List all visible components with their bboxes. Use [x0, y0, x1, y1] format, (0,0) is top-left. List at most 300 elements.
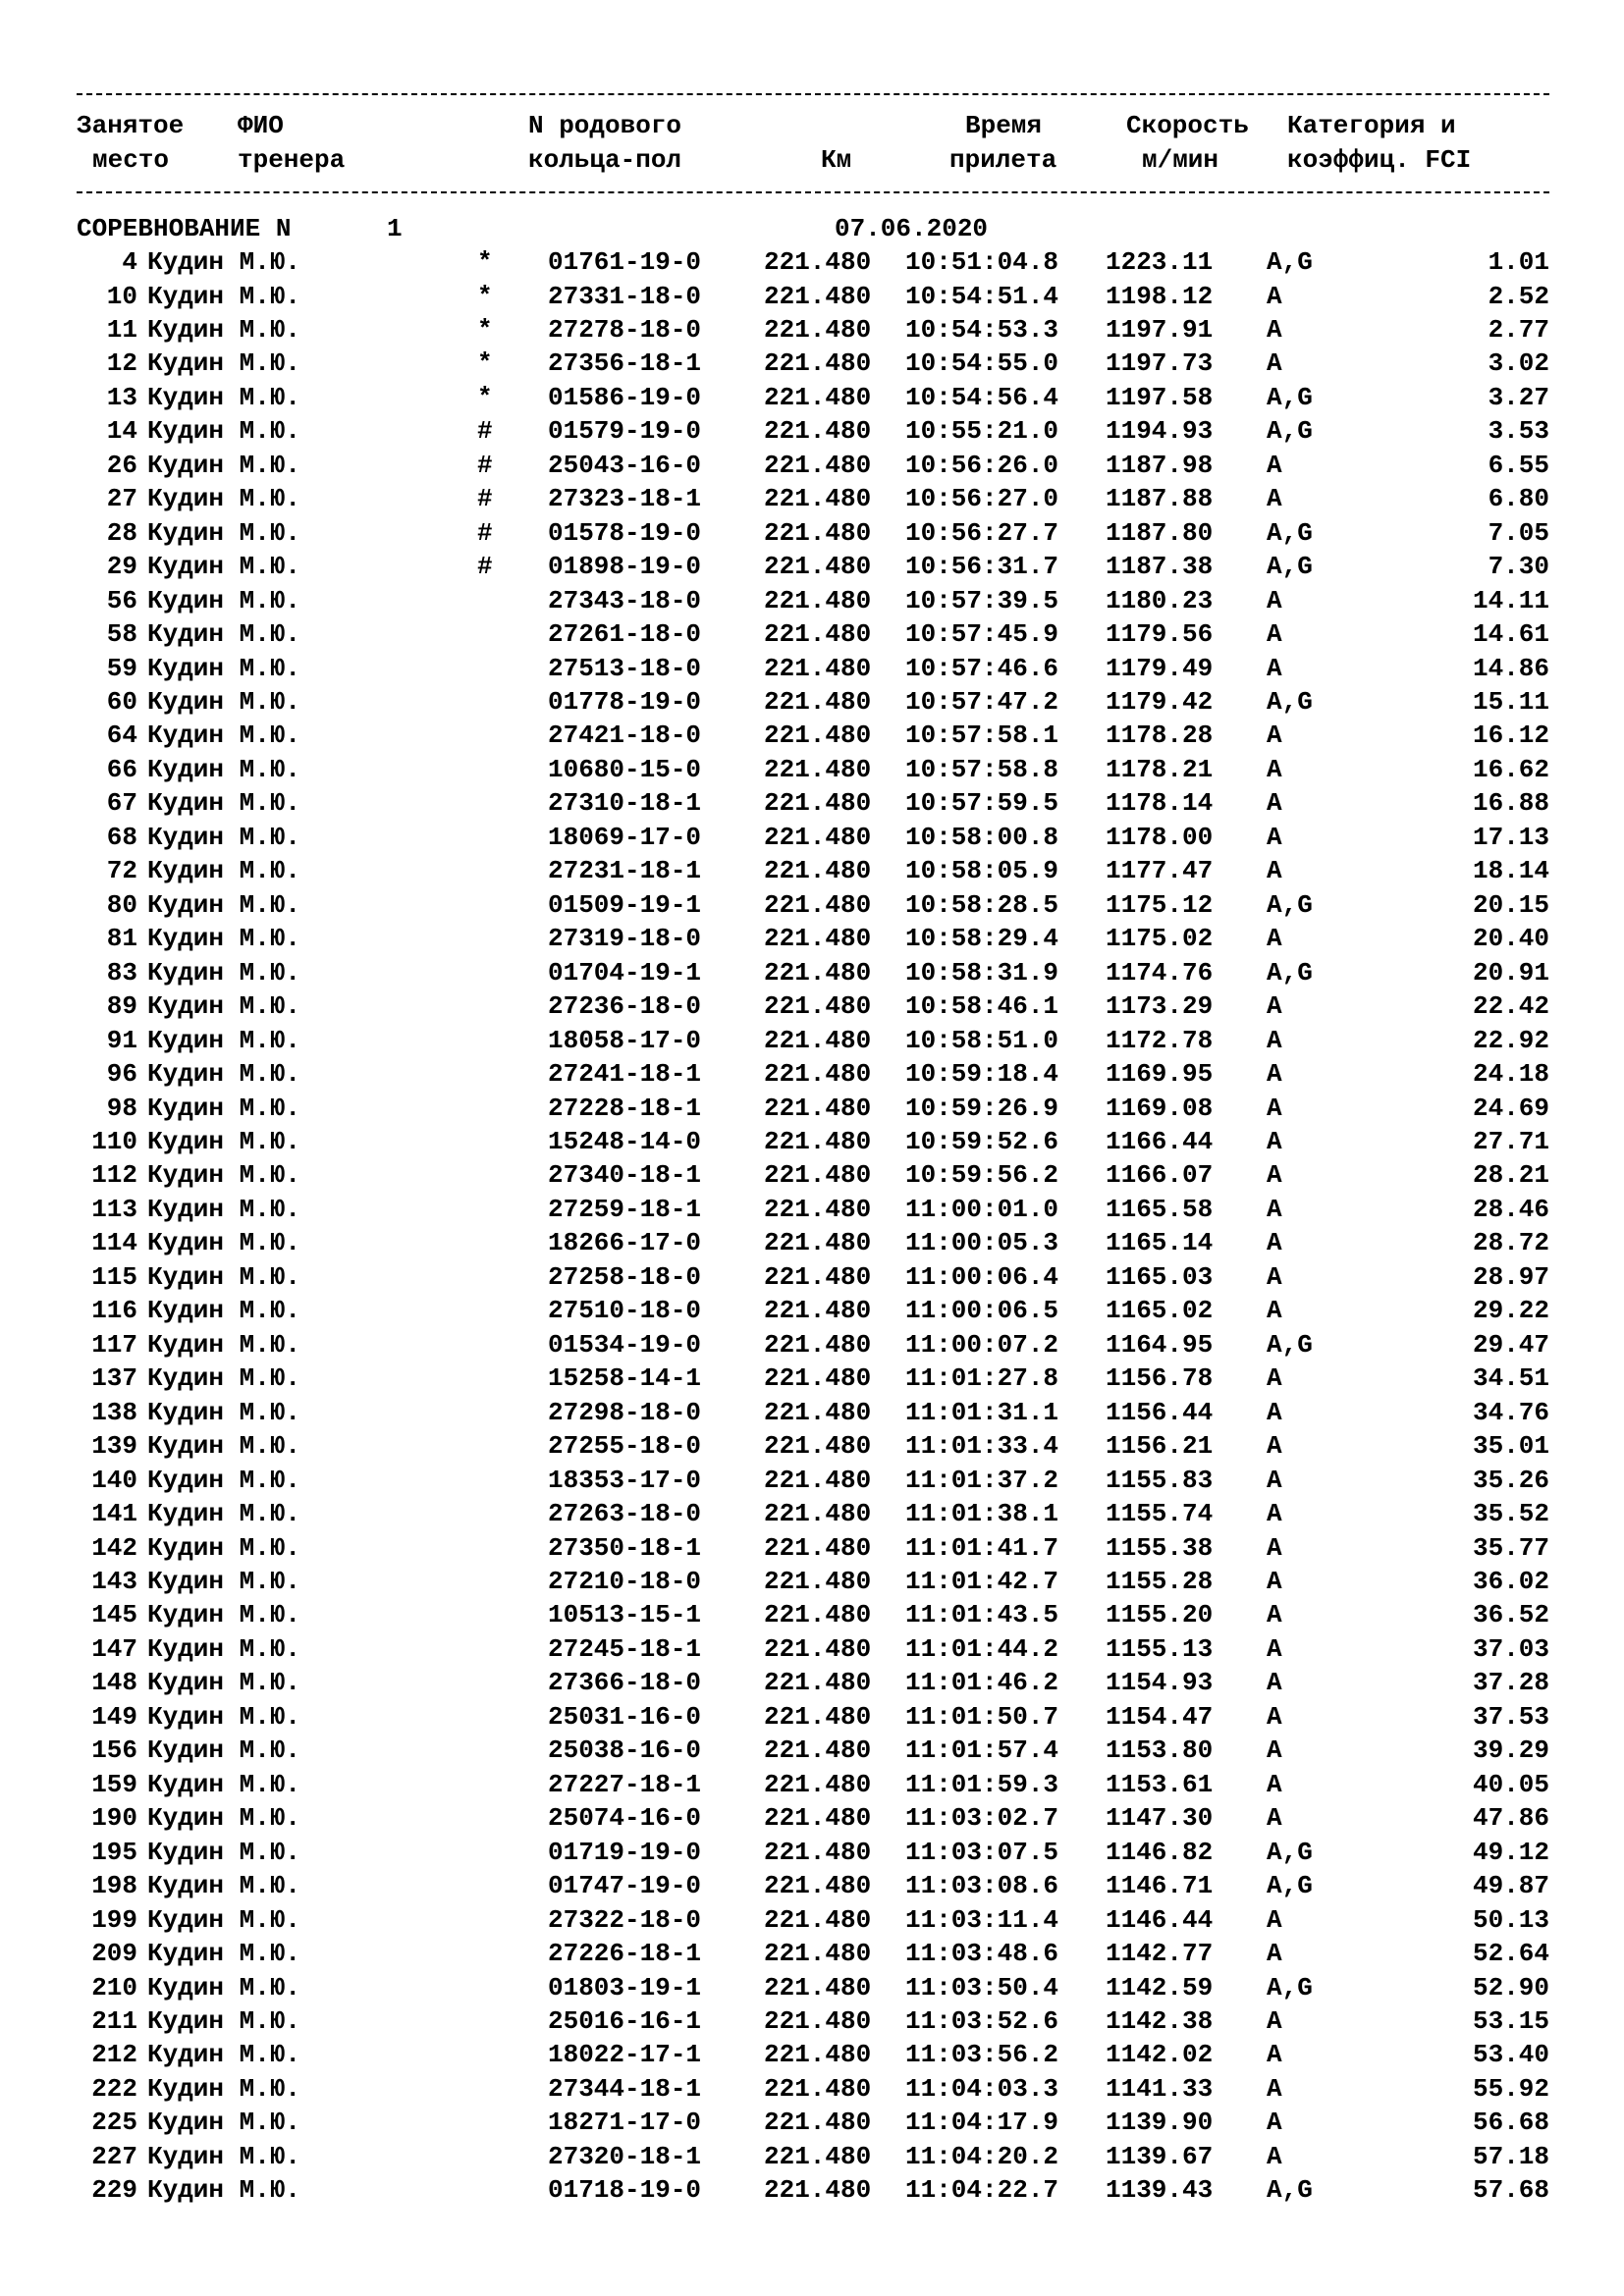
km-cell: 221.480 [764, 2073, 872, 2104]
place-cell: 64 [106, 721, 137, 751]
speed-cell: 1155.74 [1106, 1499, 1214, 1528]
trainer-cell: Кудин М.Ю. [147, 348, 301, 379]
category-cell: A [1267, 1363, 1282, 1394]
trainer-cell: Кудин М.Ю. [147, 1735, 301, 1766]
km-cell: 221.480 [764, 687, 872, 717]
table-row [77, 1160, 1549, 1190]
coef-cell: 52.90 [1472, 1972, 1549, 2002]
km-cell: 221.480 [764, 1093, 872, 1123]
trainer-cell: Кудин М.Ю. [147, 1532, 301, 1563]
coef-cell: 50.13 [1472, 1904, 1549, 1935]
category-cell: A [1267, 754, 1282, 784]
km-cell: 221.480 [764, 247, 872, 277]
trainer-cell: Кудин М.Ю. [147, 1160, 301, 1191]
time-cell: 11:00:05.3 [905, 1228, 1059, 1258]
ring-cell: 27228-18-1 [548, 1093, 702, 1123]
ring-cell: 01761-19-0 [548, 247, 702, 277]
ring-cell: 01719-19-0 [548, 1837, 702, 1867]
table-row [77, 823, 1549, 852]
km-cell: 221.480 [764, 1600, 872, 1630]
ring-cell: 15258-14-1 [548, 1363, 702, 1394]
speed-cell: 1155.13 [1106, 1633, 1214, 1664]
place-cell: 116 [91, 1296, 137, 1326]
trainer-cell: Кудин М.Ю. [147, 889, 301, 920]
trainer-cell: Кудин М.Ю. [147, 1769, 301, 1799]
coef-cell: 20.15 [1472, 889, 1549, 920]
header-time-line2: прилета [949, 145, 1057, 175]
trainer-cell: Кудин М.Ю. [147, 1228, 301, 1258]
place-cell: 14 [106, 416, 137, 447]
trainer-cell: Кудин М.Ю. [147, 484, 301, 514]
ring-cell: 27320-18-1 [548, 2141, 702, 2171]
trainer-cell: Кудин М.Ю. [147, 2073, 301, 2104]
speed-cell: 1156.78 [1106, 1363, 1214, 1394]
table-row [77, 721, 1549, 750]
trainer-cell: Кудин М.Ю. [147, 1025, 301, 1055]
ring-cell: 18266-17-0 [548, 1228, 702, 1258]
place-cell: 142 [91, 1532, 137, 1563]
speed-cell: 1198.12 [1106, 281, 1214, 311]
header-place-line2: место [92, 145, 170, 175]
place-cell: 112 [91, 1160, 137, 1191]
speed-cell: 1153.61 [1106, 1769, 1214, 1799]
coef-cell: 24.69 [1472, 1093, 1549, 1123]
coef-cell: 16.62 [1472, 754, 1549, 784]
km-cell: 221.480 [764, 382, 872, 412]
speed-cell: 1178.28 [1106, 721, 1214, 751]
coef-cell: 2.77 [1488, 314, 1549, 345]
table-row [77, 619, 1549, 649]
trainer-cell: Кудин М.Ю. [147, 653, 301, 683]
ring-cell: 27261-18-0 [548, 619, 702, 650]
table-row [77, 383, 1549, 412]
speed-cell: 1165.14 [1106, 1228, 1214, 1258]
category-cell: A [1267, 1600, 1282, 1630]
table-row [77, 1026, 1549, 1055]
speed-cell: 1178.14 [1106, 788, 1214, 819]
coef-cell: 35.77 [1472, 1532, 1549, 1563]
trainer-cell: Кудин М.Ю. [147, 924, 301, 954]
place-cell: 210 [91, 1972, 137, 2002]
table-row [77, 1668, 1549, 1697]
time-cell: 11:04:20.2 [905, 2141, 1059, 2171]
km-cell: 221.480 [764, 1025, 872, 1055]
coef-cell: 28.97 [1472, 1261, 1549, 1292]
place-cell: 67 [106, 788, 137, 819]
ring-cell: 27510-18-0 [548, 1296, 702, 1326]
speed-cell: 1197.58 [1106, 382, 1214, 412]
ring-cell: 27356-18-1 [548, 348, 702, 379]
ring-cell: 01509-19-1 [548, 889, 702, 920]
coef-cell: 3.27 [1488, 382, 1549, 412]
time-cell: 10:51:04.8 [905, 247, 1059, 277]
speed-cell: 1178.00 [1106, 822, 1214, 852]
ring-cell: 15248-14-0 [548, 1127, 702, 1156]
km-cell: 221.480 [764, 1701, 872, 1732]
speed-cell: 1146.44 [1106, 1904, 1214, 1935]
time-cell: 11:03:52.6 [905, 2005, 1059, 2036]
ring-cell: 27366-18-0 [548, 1668, 702, 1698]
time-cell: 10:57:58.1 [905, 721, 1059, 751]
coef-cell: 2.52 [1488, 281, 1549, 311]
category-cell: A [1267, 348, 1282, 379]
trainer-cell: Кудин М.Ю. [147, 2005, 301, 2036]
place-cell: 147 [91, 1633, 137, 1664]
km-cell: 221.480 [764, 2175, 872, 2206]
table-row [77, 586, 1549, 615]
speed-cell: 1146.82 [1106, 1837, 1214, 1867]
ring-cell: 27310-18-1 [548, 788, 702, 819]
category-cell: A,G [1267, 687, 1313, 717]
trainer-cell: Кудин М.Ю. [147, 247, 301, 277]
km-cell: 221.480 [764, 1633, 872, 1664]
time-cell: 11:01:59.3 [905, 1769, 1059, 1799]
km-cell: 221.480 [764, 281, 872, 311]
category-cell: A [1267, 788, 1282, 819]
place-cell: 190 [91, 1803, 137, 1834]
km-cell: 221.480 [764, 991, 872, 1022]
coef-cell: 29.47 [1472, 1329, 1549, 1360]
km-cell: 221.480 [764, 856, 872, 886]
ring-cell: 27278-18-0 [548, 314, 702, 345]
header-speed-line1: Скорость [1126, 111, 1249, 140]
time-cell: 10:58:00.8 [905, 822, 1059, 852]
header-ring-line2: кольца-пол [528, 145, 682, 175]
trainer-cell: Кудин М.Ю. [147, 991, 301, 1022]
km-cell: 221.480 [764, 1160, 872, 1191]
ring-cell: 01579-19-0 [548, 416, 702, 447]
top-rule [77, 93, 1549, 95]
place-cell: 114 [91, 1228, 137, 1258]
category-cell: A [1267, 822, 1282, 852]
coef-cell: 49.12 [1472, 1837, 1549, 1867]
place-cell: 148 [91, 1668, 137, 1698]
speed-cell: 1175.02 [1106, 924, 1214, 954]
coef-cell: 22.92 [1472, 1025, 1549, 1055]
table-row [77, 1871, 1549, 1900]
speed-cell: 1146.71 [1106, 1871, 1214, 1901]
ring-cell: 27226-18-1 [548, 1939, 702, 1968]
speed-cell: 1223.11 [1106, 247, 1214, 277]
mark-cell: # [477, 517, 493, 548]
table-row [77, 1803, 1549, 1833]
speed-cell: 1179.49 [1106, 653, 1214, 683]
time-cell: 11:03:07.5 [905, 1837, 1059, 1867]
ring-cell: 25031-16-0 [548, 1701, 702, 1732]
ring-cell: 18069-17-0 [548, 822, 702, 852]
ring-cell: 18271-17-0 [548, 2108, 702, 2138]
trainer-cell: Кудин М.Ю. [147, 450, 301, 480]
coef-cell: 37.03 [1472, 1633, 1549, 1664]
ring-cell: 27231-18-1 [548, 856, 702, 886]
time-cell: 10:54:53.3 [905, 314, 1059, 345]
trainer-cell: Кудин М.Ю. [147, 382, 301, 412]
coef-cell: 39.29 [1472, 1735, 1549, 1766]
place-cell: 211 [91, 2005, 137, 2036]
speed-cell: 1166.07 [1106, 1160, 1214, 1191]
category-cell: A [1267, 1397, 1282, 1427]
trainer-cell: Кудин М.Ю. [147, 1566, 301, 1596]
trainer-cell: Кудин М.Ю. [147, 1329, 301, 1360]
category-cell: A [1267, 1668, 1282, 1698]
coef-cell: 7.05 [1488, 517, 1549, 548]
category-cell: A,G [1267, 552, 1313, 582]
km-cell: 221.480 [764, 517, 872, 548]
table-row [77, 788, 1549, 818]
category-cell: A,G [1267, 1329, 1313, 1360]
table-row [77, 1059, 1549, 1089]
speed-cell: 1139.90 [1106, 2108, 1214, 2138]
table-row [77, 2006, 1549, 2036]
place-cell: 149 [91, 1701, 137, 1732]
km-cell: 221.480 [764, 1127, 872, 1156]
table-row [77, 1702, 1549, 1732]
category-cell: A,G [1267, 1837, 1313, 1867]
table-row [77, 1634, 1549, 1664]
ring-cell: 18058-17-0 [548, 1025, 702, 1055]
time-cell: 11:01:46.2 [905, 1668, 1059, 1698]
place-cell: 11 [106, 314, 137, 345]
category-cell: A [1267, 924, 1282, 954]
table-row [77, 282, 1549, 311]
category-cell: A [1267, 856, 1282, 886]
mark-cell: * [477, 382, 493, 412]
table-row [77, 1228, 1549, 1257]
ring-cell: 27259-18-1 [548, 1194, 702, 1224]
time-cell: 10:57:59.5 [905, 788, 1059, 819]
category-cell: A [1267, 1532, 1282, 1563]
speed-cell: 1139.67 [1106, 2141, 1214, 2171]
speed-cell: 1169.08 [1106, 1093, 1214, 1123]
speed-cell: 1147.30 [1106, 1803, 1214, 1834]
speed-cell: 1142.38 [1106, 2005, 1214, 2036]
table-row [77, 1838, 1549, 1867]
place-cell: 60 [106, 687, 137, 717]
time-cell: 10:54:51.4 [905, 281, 1059, 311]
place-cell: 143 [91, 1566, 137, 1596]
km-cell: 221.480 [764, 1904, 872, 1935]
place-cell: 68 [106, 822, 137, 852]
speed-cell: 1187.38 [1106, 552, 1214, 582]
table-row [77, 1567, 1549, 1596]
km-cell: 221.480 [764, 1329, 872, 1360]
km-cell: 221.480 [764, 1735, 872, 1766]
table-row [77, 484, 1549, 513]
time-cell: 11:00:06.4 [905, 1261, 1059, 1292]
place-cell: 58 [106, 619, 137, 650]
trainer-cell: Кудин М.Ю. [147, 754, 301, 784]
table-row [77, 1262, 1549, 1292]
time-cell: 11:04:22.7 [905, 2175, 1059, 2206]
table-row [77, 1296, 1549, 1325]
table-row [77, 687, 1549, 717]
coef-cell: 3.53 [1488, 416, 1549, 447]
coef-cell: 20.91 [1472, 957, 1549, 988]
speed-cell: 1179.42 [1106, 687, 1214, 717]
trainer-cell: Кудин М.Ю. [147, 314, 301, 345]
trainer-cell: Кудин М.Ю. [147, 1904, 301, 1935]
header-time-line1: Время [965, 111, 1043, 140]
place-cell: 141 [91, 1499, 137, 1528]
speed-cell: 1154.47 [1106, 1701, 1214, 1732]
place-cell: 227 [91, 2141, 137, 2171]
km-cell: 221.480 [764, 721, 872, 751]
coef-cell: 1.01 [1488, 247, 1549, 277]
trainer-cell: Кудин М.Ю. [147, 2108, 301, 2138]
category-cell: A [1267, 450, 1282, 480]
place-cell: 26 [106, 450, 137, 480]
km-cell: 221.480 [764, 1668, 872, 1698]
coef-cell: 14.11 [1472, 585, 1549, 615]
coef-cell: 15.11 [1472, 687, 1549, 717]
time-cell: 10:58:51.0 [905, 1025, 1059, 1055]
speed-cell: 1175.12 [1106, 889, 1214, 920]
header-speed-line2: м/мин [1142, 145, 1219, 175]
table-row [77, 991, 1549, 1021]
coef-cell: 34.51 [1472, 1363, 1549, 1394]
category-cell: A [1267, 281, 1282, 311]
km-cell: 221.480 [764, 2108, 872, 2138]
coef-cell: 16.88 [1472, 788, 1549, 819]
speed-cell: 1166.44 [1106, 1127, 1214, 1156]
mark-cell: * [477, 281, 493, 311]
category-cell: A [1267, 653, 1282, 683]
coef-cell: 18.14 [1472, 856, 1549, 886]
km-cell: 221.480 [764, 1397, 872, 1427]
speed-cell: 1178.21 [1106, 754, 1214, 784]
category-cell: A [1267, 2108, 1282, 2138]
table-row [77, 1466, 1549, 1495]
category-cell: A,G [1267, 2175, 1313, 2206]
km-cell: 221.480 [764, 924, 872, 954]
speed-cell: 1142.02 [1106, 2040, 1214, 2070]
place-cell: 209 [91, 1939, 137, 1968]
trainer-cell: Кудин М.Ю. [147, 1431, 301, 1462]
table-row [77, 1770, 1549, 1799]
category-cell: A [1267, 1769, 1282, 1799]
trainer-cell: Кудин М.Ю. [147, 721, 301, 751]
place-cell: 12 [106, 348, 137, 379]
table-row [77, 552, 1549, 581]
speed-cell: 1155.83 [1106, 1465, 1214, 1495]
trainer-cell: Кудин М.Ю. [147, 1127, 301, 1156]
table-row [77, 2175, 1549, 2205]
speed-cell: 1187.98 [1106, 450, 1214, 480]
place-cell: 59 [106, 653, 137, 683]
speed-cell: 1169.95 [1106, 1059, 1214, 1089]
time-cell: 11:01:31.1 [905, 1397, 1059, 1427]
category-cell: A [1267, 1701, 1282, 1732]
time-cell: 10:55:21.0 [905, 416, 1059, 447]
category-cell: A [1267, 1160, 1282, 1191]
place-cell: 80 [106, 889, 137, 920]
coef-cell: 57.68 [1472, 2175, 1549, 2206]
speed-cell: 1197.91 [1106, 314, 1214, 345]
category-cell: A [1267, 991, 1282, 1022]
coef-cell: 34.76 [1472, 1397, 1549, 1427]
place-cell: 113 [91, 1194, 137, 1224]
km-cell: 221.480 [764, 822, 872, 852]
coef-cell: 3.02 [1488, 348, 1549, 379]
mark-cell: * [477, 314, 493, 345]
table-row [77, 1735, 1549, 1765]
table-row [77, 2108, 1549, 2137]
time-cell: 10:58:05.9 [905, 856, 1059, 886]
category-cell: A,G [1267, 1871, 1313, 1901]
category-cell: A [1267, 484, 1282, 514]
category-cell: A [1267, 1465, 1282, 1495]
competition-label: СОРЕВНОВАНИЕ N [77, 214, 292, 243]
km-cell: 221.480 [764, 2040, 872, 2070]
table-row [77, 1905, 1549, 1935]
category-cell: A [1267, 721, 1282, 751]
mark-cell: # [477, 484, 493, 514]
time-cell: 10:58:28.5 [905, 889, 1059, 920]
place-cell: 199 [91, 1904, 137, 1935]
ring-cell: 27263-18-0 [548, 1499, 702, 1528]
ring-cell: 27210-18-0 [548, 1566, 702, 1596]
ring-cell: 27343-18-0 [548, 585, 702, 615]
speed-cell: 1155.28 [1106, 1566, 1214, 1596]
ring-cell: 27322-18-0 [548, 1904, 702, 1935]
trainer-cell: Кудин М.Ю. [147, 1397, 301, 1427]
speed-cell: 1141.33 [1106, 2073, 1214, 2104]
time-cell: 10:57:47.2 [905, 687, 1059, 717]
km-cell: 221.480 [764, 1431, 872, 1462]
trainer-cell: Кудин М.Ю. [147, 1871, 301, 1901]
trainer-cell: Кудин М.Ю. [147, 1261, 301, 1292]
ring-cell: 27245-18-1 [548, 1633, 702, 1664]
place-cell: 212 [91, 2040, 137, 2070]
place-cell: 13 [106, 382, 137, 412]
trainer-cell: Кудин М.Ю. [147, 2141, 301, 2171]
km-cell: 221.480 [764, 450, 872, 480]
mark-cell: # [477, 552, 493, 582]
km-cell: 221.480 [764, 314, 872, 345]
coef-cell: 20.40 [1472, 924, 1549, 954]
time-cell: 11:01:57.4 [905, 1735, 1059, 1766]
coef-cell: 52.64 [1472, 1939, 1549, 1968]
time-cell: 11:03:56.2 [905, 2040, 1059, 2070]
place-cell: 222 [91, 2073, 137, 2104]
time-cell: 11:01:43.5 [905, 1600, 1059, 1630]
time-cell: 11:01:37.2 [905, 1465, 1059, 1495]
table-row [77, 518, 1549, 548]
header-ring-line1: N родового [528, 111, 682, 140]
trainer-cell: Кудин М.Ю. [147, 517, 301, 548]
coef-cell: 27.71 [1472, 1127, 1549, 1156]
coef-cell: 55.92 [1472, 2073, 1549, 2104]
time-cell: 10:59:56.2 [905, 1160, 1059, 1191]
speed-cell: 1187.80 [1106, 517, 1214, 548]
ring-cell: 25074-16-0 [548, 1803, 702, 1834]
ring-cell: 27344-18-1 [548, 2073, 702, 2104]
trainer-cell: Кудин М.Ю. [147, 552, 301, 582]
speed-cell: 1165.02 [1106, 1296, 1214, 1326]
competition-number: 1 [387, 214, 403, 243]
speed-cell: 1155.20 [1106, 1600, 1214, 1630]
category-cell: A [1267, 1904, 1282, 1935]
header-place-line1: Занятое [77, 111, 185, 140]
coef-cell: 6.80 [1488, 484, 1549, 514]
time-cell: 11:03:11.4 [905, 1904, 1059, 1935]
time-cell: 11:00:07.2 [905, 1329, 1059, 1360]
ring-cell: 27236-18-0 [548, 991, 702, 1022]
speed-cell: 1179.56 [1106, 619, 1214, 650]
ring-cell: 01718-19-0 [548, 2175, 702, 2206]
time-cell: 11:03:08.6 [905, 1871, 1059, 1901]
place-cell: 115 [91, 1261, 137, 1292]
